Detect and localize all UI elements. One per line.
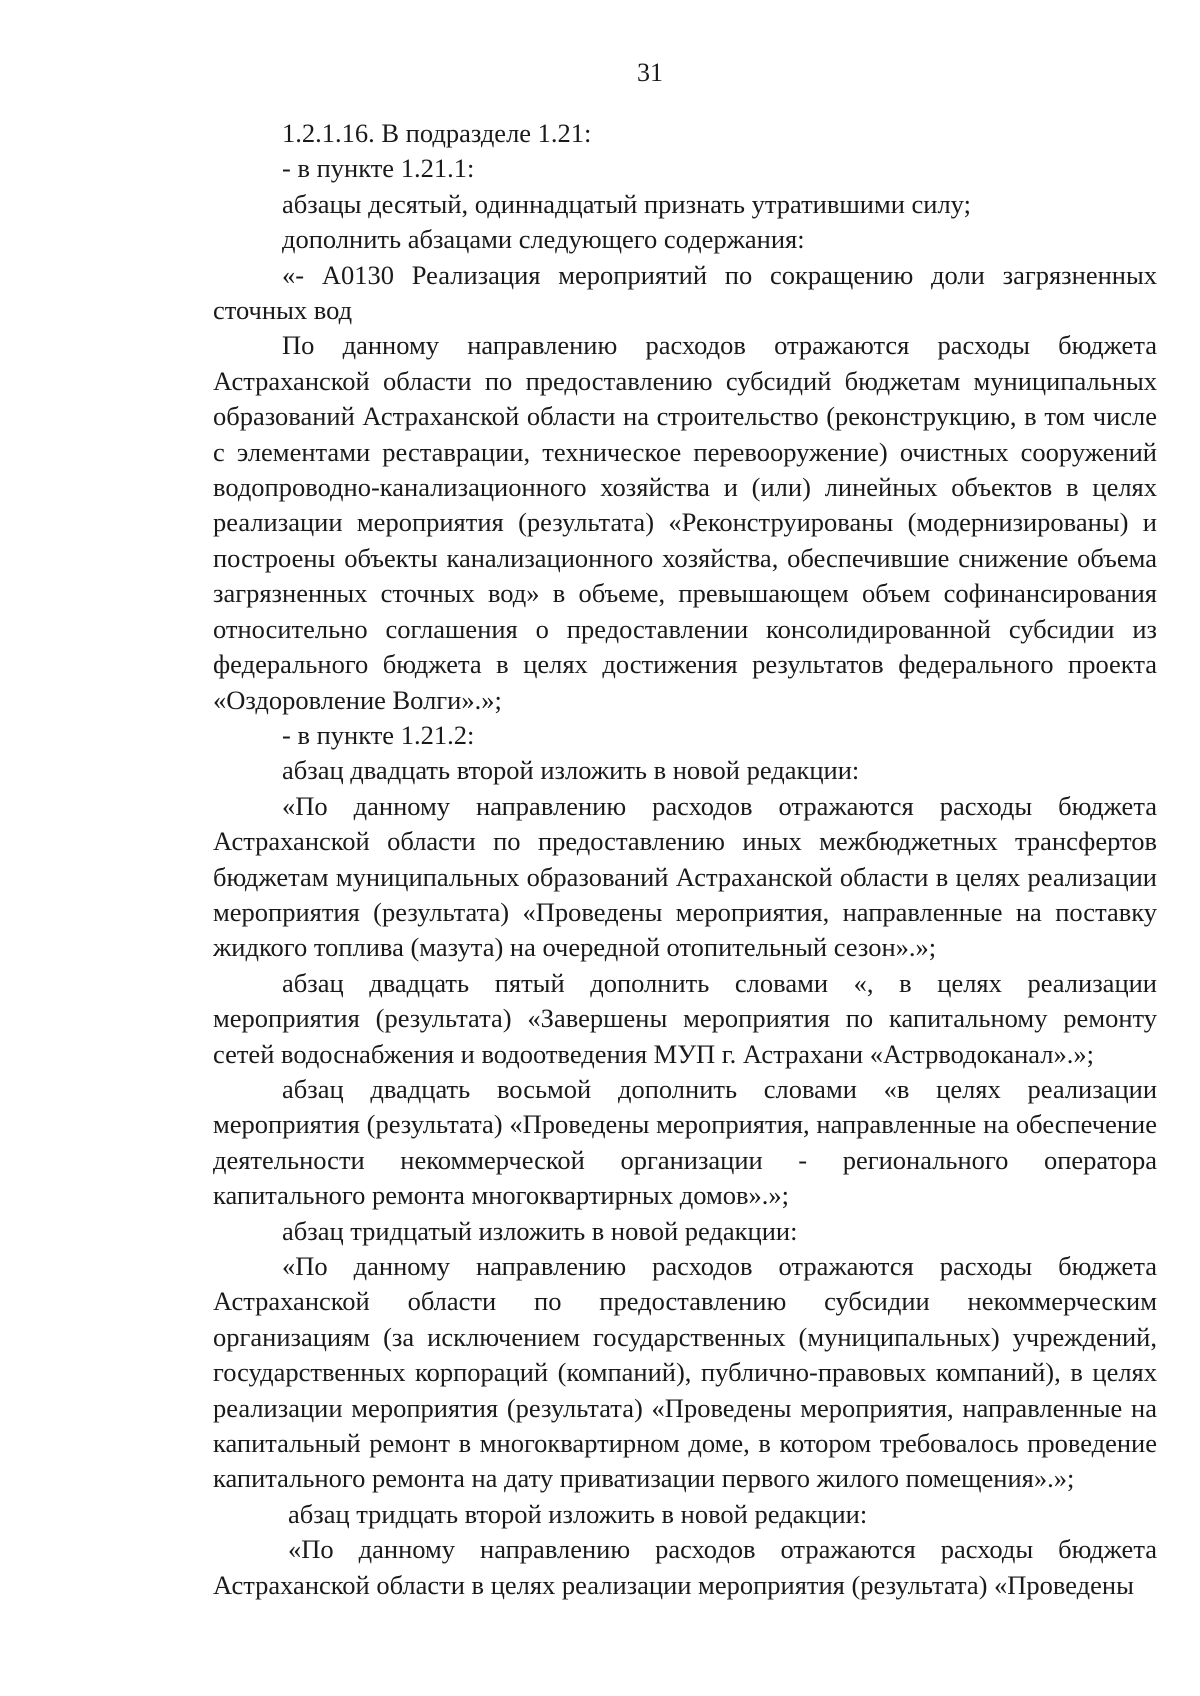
paragraph-clause-25: абзац двадцать пятый дополнить словами «, в целях реализации мероприятия (результата) «Завершены мероприятия по капитальному ремонту сетей водоснабжения и водоотведения МУП г. Астрахани «Астрводоканал».»;	[213, 967, 1157, 1069]
paragraph-clause-30-intro: абзац тридцатый изложить в новой редакции:	[282, 1215, 798, 1246]
paragraph-item-1-21-2: - в пункте 1.21.2:	[282, 719, 475, 750]
paragraph-a0130-description: По данному направлению расходов отражаются расходы бюджета Астраханской области по предоставлению субсидий бюджетам муниципальных образований Астраханской области на строительство (реконструкцию, в том числе с элементами реставрации, техническое перевооружение) очистных сооружений водопроводно-канализационного хозяйства и (или) линейных объектов в целях реализации мероприятия (результата) «Реконструированы (модернизированы) и построены объекты канализационного хозяйства, обеспечившие снижение объема загрязненных сточных вод» в объеме, превышающем объем софинансирования относительно соглашения о предоставлении консолидированной субсидии из федерального бюджета в целях достижения результатов федерального проекта «Оздоровление Волги».»;	[213, 330, 1157, 715]
paragraph-clause-28: абзац двадцать восьмой дополнить словами «в целях реализации мероприятия (результата) «Проведены мероприятия, направленные на обеспечение деятельности некоммерческой организации - регионального оператора капитального ремонта многоквартирных домов».»;	[213, 1073, 1157, 1211]
paragraph-item-1-21-1: - в пункте 1.21.1:	[282, 153, 475, 184]
paragraph-clause-30-text: «По данному направлению расходов отражаются расходы бюджета Астраханской области по предоставлению субсидии некоммерческим организациям (за исключением государственных (муниципальных) учреждений, государственных корпораций (компаний), публично-правовых компаний), в целях реализации мероприятия (результата) «Проведены мероприятия, направленные на капитальный ремонт в многоквартирном доме, в котором требовалось проведение капитального ремонта на дату приватизации первого жилого помещения».»;	[213, 1251, 1157, 1494]
paragraph-clause-22-intro: абзац двадцать второй изложить в новой редакции:	[282, 755, 860, 786]
document-body	[213, 116, 1157, 1603]
paragraph-clause-32-text: «По данному направлению расходов отражаются расходы бюджета Астраханской области в целях реализации мероприятия (результата) «Проведены	[213, 1534, 1157, 1600]
paragraph-clause-32-intro: абзац тридцать второй изложить в новой редакции:	[288, 1498, 868, 1529]
paragraph-repeal-clauses: абзацы десятый, одиннадцатый признать утратившими силу;	[282, 188, 971, 219]
page-number: 31	[637, 58, 663, 87]
paragraph-a0130-title: «- А0130 Реализация мероприятий по сокращению доли загрязненных сточных вод	[213, 259, 1157, 326]
paragraph-clause-22-text: «По данному направлению расходов отражаются расходы бюджета Астраханской области по предоставлению иных межбюджетных трансфертов бюджетам муниципальных образований Астраханской области в целях реализации мероприятия (результата) «Проведены мероприятия, направленные на поставку жидкого топлива (мазута) на очередной отопительный сезон».»;	[213, 790, 1157, 963]
paragraph-add-clauses: дополнить абзацами следующего содержания:	[282, 224, 805, 255]
paragraph-subsection-heading: 1.2.1.16. В подразделе 1.21:	[282, 118, 592, 148]
